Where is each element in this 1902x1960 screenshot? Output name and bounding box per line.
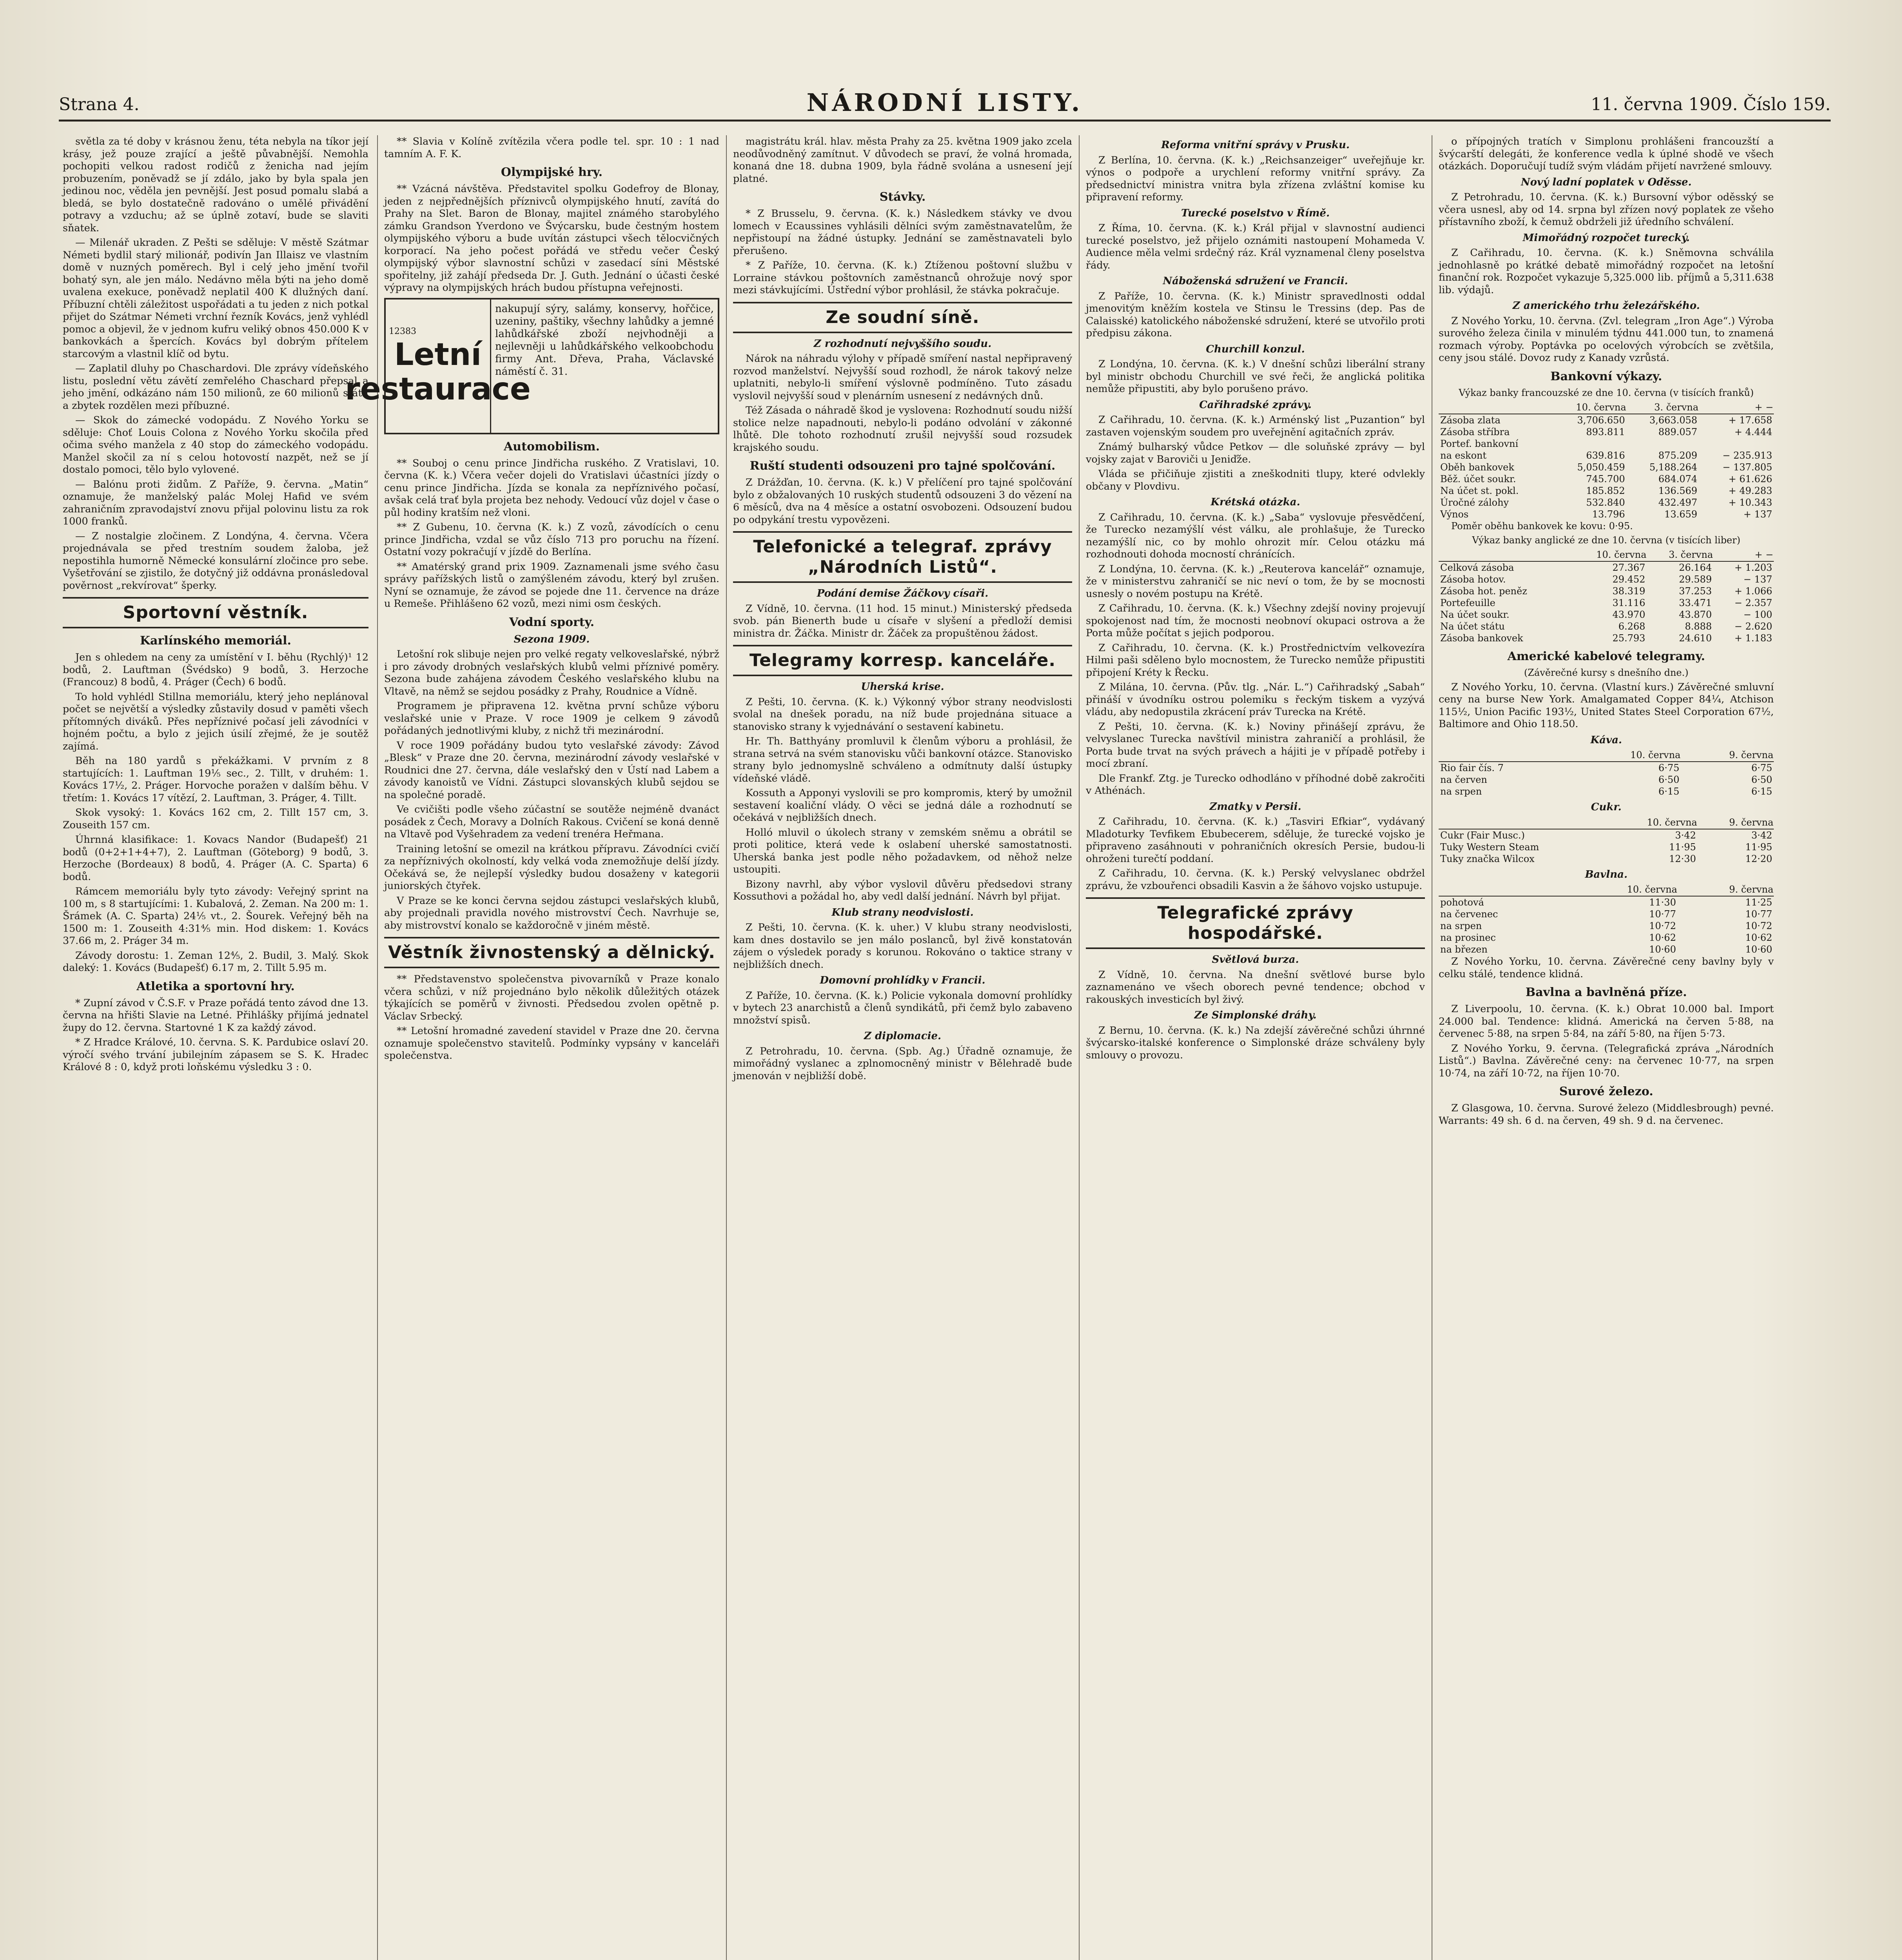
column-4	[1086, 135, 1425, 1960]
article-text: Z Nového Yorku, 10. června. (Zvl. telegram „Iron Age“.) Výroba surového železa činila v minulém týdnu 441.000 tun, to znamená rozmach výroby. Poptávka po ocelových výrobcích se zvětšila, ceny jsou stálé. Dovoz rudy z Kanady vzrůstá.	[1439, 314, 1774, 363]
table-cell: − 100	[1743, 609, 1772, 620]
table-cell: − 2.620	[1734, 621, 1772, 632]
column-rule	[1079, 135, 1080, 1960]
article-text: Z Nového Yorku, 10. června. Závěrečné ceny bavlny byly v celku stálé, tendence klidná.	[1439, 955, 1774, 980]
ad-text: nakupují sýry, salámy, konservy, hořčice, uzeniny, paštiky, všechny lahůdky a jemné lahůdkářské zboží nejvhodněji a nejlevněji u lahůdkářského velkoobchodu firmy Ant. Dřeva, Praha, Václavské náměstí č. 31.	[495, 303, 714, 377]
table-row	[1439, 896, 1774, 908]
ad-number: 12383	[389, 326, 416, 336]
table-cell: Zásoba bankovek	[1440, 632, 1523, 644]
table-header-cell: 10. června	[1576, 749, 1681, 762]
article-text: světla za té doby v krásnou ženu, téta nebyla na tíkor její krásy, jež pouze zrající a ještě půvabnější. Nemohla pochopiti velkou radost rodičů z ženicha nad jejím probuzením, poněvadž se jí zdálo, jako by byla spala jen jedinou noc, věděla jen pevnější. Jest posud pomalu slabá a bledá, se bylo dostatečně radováno o umělé přivádění potravy a vzduchu; až se úplně zotaví, bude se slaviti sňatek.	[63, 135, 368, 234]
article-text: Dle Frankf. Ztg. je Turecko odhodláno v příhodné době zakročiti v Athénách.	[1086, 772, 1425, 796]
table-cell: na prosinec	[1440, 932, 1496, 943]
article-text: Z Berlína, 10. června. (K. k.) „Reichsanzeiger“ uveřejňuje kr. výnos o podpoře a urychlení reformy vnitřní správy. Za předsednictví ministra vnitra byla zřízena zvláštní komise ku připravení reformy.	[1086, 154, 1425, 203]
table-cell: 10·77	[1649, 909, 1676, 920]
article-text: Z Petrohradu, 10. června. (Spb. Ag.) Úřadně oznamuje, že mimořádný vyslanec a zplnomocněný ministr v Bělehradě bude jmenován v nejbližší době.	[733, 1045, 1072, 1082]
column-1	[63, 135, 368, 1960]
article-text: Z Liverpoolu, 10. června. (K. k.) Obrat 10.000 bal. Import 24.000 bal. Tendence: klidná. Americká na červen 5·88, na červenec 5·88, na srpen 5·84, na září 5·80, na říjen 5·73.	[1439, 1003, 1774, 1039]
table-cell: 3·42	[1751, 829, 1772, 841]
coffee-table	[1439, 749, 1774, 797]
table-row	[1439, 497, 1774, 508]
article-subheading: Domovní prohlídky v Francii.	[820, 975, 985, 986]
table-row	[1439, 609, 1774, 621]
table-cell: 3,706.650	[1577, 414, 1625, 426]
table-header-cell: 3. června	[1647, 548, 1713, 561]
table-cell: Celková zásoba	[1440, 562, 1514, 573]
article-text: Vláda se přičiňuje zjistiti a zneškodniti tlupy, které odvlekly občany v Plovdivu.	[1086, 468, 1425, 492]
table-cell	[1626, 438, 1699, 450]
article-text: Nárok na náhradu výlohy v případě smíření nastal nepřipravený rozvod manželství. Nejvyšší soud rozhodl, že nárok takový nelze uplatniti, nebylo-li smíření výslovně podmíněno. Tuto zásadu vyslovil nejvyšší soud v plenárním usnesení z nedávných dnů.	[733, 352, 1072, 401]
article-subheading: Káva.	[1590, 734, 1622, 746]
issue-date: 11. června 1909. Číslo 159.	[1591, 94, 1831, 114]
article-text: Z Pešti, 10. června. (K. k.) Noviny přinášejí zprávu, že velvyslanec Turecka navštívil ministra zahraničí a prohlásil, že Porta bude trvat na svých právech a hájiti je v případě potřeby i mocí zbraní.	[1086, 720, 1425, 769]
article-text: — Z nostalgie zločinem. Z Londýna, 4. června. Včera projednávala se před trestním soudem žaloba, jež nepostihla humorně Německé konsulární zločince pro sebe. Vyšetřování se zjistilo, že dotyčný již oddávna pronásledoval pověrnost „rekvírovat“ šperky.	[63, 530, 368, 591]
table-cell: + 1.066	[1734, 585, 1772, 597]
table-cell: Rio fair čís. 7	[1440, 762, 1504, 773]
table-row	[1439, 853, 1774, 865]
section-heading-telefon: Telefonické a telegraf. zprávy „Národních Listů“.	[733, 531, 1072, 583]
article-text: — Milenář ukraden. Z Pešti se sděluje: V městě Szátmar Németi bydlil starý milionář, podivín Jan Illaisz ve vlastním domě v nuzných poměrech. Byl i celý jeho jmění tvořil bohatý syn, ale jen málo. Nedávno měla býti na jeho domě uvalena exekuce, poněvadž neplatil 400 K dlužných daní. Příbuzní chtěli záležitost uspořádati a tu jeden z nich potkal přijet do Szátmar Németi vrchní řezník Kovács, jenž vyhlédl pomoc a objevil, že v jednom kufru veliký obnos 450.000 K v bankovkách a špercích. Kovács byl dobrým přítelem starcovým a vlastnil klíč od bytu.	[63, 236, 368, 359]
newspaper-title: NÁRODNÍ LISTY.	[806, 88, 1083, 117]
article-text: V Praze se ke konci června sejdou zástupci veslařských klubů, aby projednali pravidla nového mistrovství Čech. Navrhuje se, aby mistrovství konalo se každoročně v jiném městě.	[384, 894, 719, 931]
article-text: Programem je připravena 12. května první schůze výboru veslařské unie v Praze. V roce 1909 je celkem 9 závodů pořádaných jednotlivými kluby, z nichž tři mezinárodní.	[384, 700, 719, 736]
bank-table-england	[1439, 548, 1774, 644]
table-row	[1439, 461, 1774, 473]
table-cell: Tuky značka Wilcox	[1440, 853, 1535, 864]
table-row	[1439, 908, 1774, 920]
table-cell: + 137	[1743, 508, 1772, 520]
article-subheading: Cukr.	[1591, 801, 1622, 813]
article-text: magistrátu král. hlav. města Prahy za 25. května 1909 jako zcela neodůvodněný zamítnut. V důvodech se praví, že volná hromada, konaná dne 18. dubna 1909, byla řádně svolána a usnesení její platné.	[733, 135, 1072, 184]
article-text: Bizony navrhl, aby výbor vyslovil důvěru předsedovi strany Kossuthovi a požádal ho, aby vedl další jednání. Návrh byl přijat.	[733, 878, 1072, 902]
table-cell	[1554, 438, 1627, 450]
article-text: Běh na 180 yardů s překážkami. V prvním z 8 startujících: 1. Lauftman 19¹⁄₅ sec., 2. Tillt, v druhém: 1. Kovács 17¹⁄₂, 2. Práger. Horvoche poražen v dalším běhu. V třetím: 1. Kovács 17 vítězí, 2. Lauftman, 3. Práger, 4. Tillt.	[63, 755, 368, 804]
article-heading: Stávky.	[879, 190, 926, 204]
section-heading-soud: Ze soudní síně.	[733, 302, 1072, 333]
table-cell: 13.796	[1592, 508, 1625, 520]
column-3	[733, 135, 1072, 1960]
sugar-table	[1439, 816, 1774, 865]
article-text: Jen s ohledem na ceny za umístění v I. běhu (Rychlý)¹ 12 bodů, 2. Lauftman (Švédsko) 9 bodů, 3. Herzoche (Francouz) 8 bodů, 4. Práger (Čech) 6 bodů.	[63, 651, 368, 688]
table-cell: 29.589	[1679, 573, 1712, 585]
table-cell: 3·42	[1675, 829, 1696, 841]
column-2	[345, 135, 719, 1960]
article-heading: Olympijské hry.	[501, 165, 603, 179]
article-text: Z Cařihradu, 10. června. (K. k.) „Saba“ vyslovuje přesvědčení, že Turecko nezamýšlí vést válku, ale prohlašuje, že Turecko nezamýšlí nic, co by mohlo ohrozit mír. Celou otázku má rozhodnouti dohoda mocností chránících.	[1086, 511, 1425, 560]
table-row	[1439, 932, 1774, 944]
table-cell: 38.319	[1612, 585, 1646, 597]
article-text: * Z Hradce Králové, 10. června. S. K. Pardubice oslaví 20. výročí svého trvání jubilejním zápasem se S. K. Hradec Králové 8 : 0, když proti loňskému výsledku 3 : 0.	[63, 1036, 368, 1073]
table-cell: 31.116	[1612, 597, 1646, 608]
article-subheading: Turecké poselstvo v Římě.	[1181, 207, 1330, 219]
table-cell: 11·95	[1669, 841, 1696, 853]
article-text: Z Cařihradu, 10. června. (K. k.) Arménský list „Puzantion“ byl zastaven vojenským soudem pro uveřejnění agitačních zpráv.	[1086, 414, 1425, 438]
article-subheading: Z diplomacie.	[864, 1030, 942, 1042]
table-header-cell: 10. června	[1554, 401, 1627, 414]
article-text: ** Představenstvo společenstva pivovarníků v Praze konalo včera schůzi, v níž projednáno bylo několik důležitých otázek týkajících se poměrů v živnosti. Předsedou zvolen opětně p. Václav Srbecký.	[384, 973, 719, 1022]
bank-table-france	[1439, 401, 1774, 520]
table-cell: 11·30	[1649, 897, 1676, 908]
section-heading-sport: Sportovní věstník.	[63, 597, 368, 628]
article-text: Z Nového Yorku, 10. června. (Vlastní kurs.) Závěrečné smluvní ceny na burse New York. Amalgamated Copper 84¹⁄₄, Atchison 115¹⁄₂, Union Pacific 193¹⁄₂, United States Steel Corporation 67¹⁄₂, Baltimore and Ohio 118.50.	[1439, 681, 1774, 730]
article-text: * Z Brusselu, 9. června. (K. k.) Následkem stávky ve dvou lomech v Ecaussines vyhlásili dělníci svým zaměstnavatelům, že nepřistoupí na žádné ústupky. Jednání se zaměstnavateli bylo přerušeno.	[733, 207, 1072, 256]
table-header-row	[1439, 548, 1774, 561]
table-cell: na červenec	[1440, 909, 1498, 920]
article-text: ** Letošní hromadné zavedení stavidel v Praze dne 20. června oznamuje společenstvo stavitelů. Podmínky vypsány v kanceláři společenstva.	[384, 1025, 719, 1061]
table-cell: 8.888	[1685, 621, 1712, 632]
article-text: ** Slavia v Kolíně zvítězila včera podle tel. spr. 10 : 1 nad tamním A. F. K.	[384, 135, 719, 160]
article-subheading: Z rozhodnutí nejvyššího soudu.	[813, 338, 992, 350]
article-text: ** Amatérský grand prix 1909. Zaznamenali jsme svého času správy pařížských listů o zamýšleném závodu, který byl zrušen. Nyní se oznamuje, že závod se pojede dne 11. července na dráze u Remeše. Přihlášeno 62 vozů, mezi nimi osm českých.	[384, 560, 719, 609]
table-row	[1439, 829, 1774, 841]
table-row	[1439, 786, 1774, 797]
table-row	[1439, 597, 1774, 609]
table-cell: 24.610	[1679, 632, 1712, 644]
article-text: Z Milána, 10. června. (Pův. tlg. „Nár. L.“) Cařihradský „Sabah“ přináší v úvodníku ostrou polemiku s řeckým tiskem a vyzývá vládu, aby nedopustila zkrácení práv Turecka na Krétě.	[1086, 681, 1425, 717]
article-text: Z Petrohradu, 10. června. (K. k.) Bursovní výbor oděsský se včera usnesl, aby od 14. srpna byl zřízen nový poplatek ze všeho přístavního zboží, k čemuž obdrželi již úředního schválení.	[1439, 191, 1774, 227]
table-cell: 185.852	[1586, 485, 1625, 496]
table-cell: 432.497	[1658, 497, 1697, 508]
table-cell: 10·60	[1745, 944, 1772, 955]
table-cell: 889.057	[1658, 426, 1697, 437]
table-cell: Zásoba hotov.	[1440, 573, 1506, 585]
article-text: Rámcem memoriálu byly tyto závody: Veřejný sprint na 100 m, s 8 startujícími: 1. Kubalová, 2. Zeman. Na 200 m: 1. Šrámek (A. C. Sparta) 24¹⁄₅ vt., 2. Šourek. Veřejný běh na 1500 m: 1. Zouseith 4:31⁴⁄₅ min. Hod diskem: 1. Kovács 37.66 m, 2. Práger 34 m.	[63, 885, 368, 946]
article-text: * Zupní závod v Č.S.F. v Praze pořádá tento závod dne 13. června na hřišti Slavie na Letné. Přihlášky přijímá jednatel župy do 12. června. Startovné 1 K za každý závod.	[63, 996, 368, 1033]
column-rule	[726, 135, 727, 1960]
article-text: Z Cařihradu, 10. června. (K. k.) „Tasviri Efkiar“, vydávaný Mladoturky Tevfikem Ebubecerem, sděluje, že turecké vojsko je připraveno zasáhnouti v pohraničních okresích Persie, budou-li ohroženi turečtí poddaní.	[1086, 815, 1425, 864]
table-cell: 10·62	[1745, 932, 1772, 943]
table-row	[1439, 438, 1774, 450]
table-header-cell: 10. června	[1572, 548, 1647, 561]
table-header-cell: 3. června	[1626, 401, 1699, 414]
table-cell: Oběh bankovek	[1440, 461, 1514, 473]
article-heading: Vodní sporty.	[509, 615, 595, 629]
article-subheading: Náboženská sdružení ve Francii.	[1163, 275, 1348, 287]
table-header-cell: + −	[1699, 401, 1774, 414]
table-cell: 10·62	[1649, 932, 1676, 943]
table-cell: Úročné zálohy	[1440, 497, 1509, 508]
table-header-row	[1439, 401, 1774, 414]
table-cell: Cukr (Fair Musc.)	[1440, 829, 1525, 841]
table-cell: Zásoba stříbra	[1440, 426, 1510, 437]
article-subheading: Mimořádný rozpočet turecký.	[1523, 232, 1690, 244]
article-subheading: Ze Simplonské dráhy.	[1194, 1009, 1317, 1021]
article-text: Z Nového Yorku, 9. června. (Telegrafická zpráva „Národních Listů“.) Bavlna. Závěrečné ceny: na červenec 10·77, na srpen 10·74, na září 10·72, na říjen 10·70.	[1439, 1042, 1774, 1079]
table-cell: 13.659	[1664, 508, 1697, 520]
article-text: ** Z Gubenu, 10. června (K. k.) Z vozů, závodících o cenu prince Jindřicha, vzdal se vůz číslo 713 pro poruchu na řízení. Ostatní vozy pokračují v jízdě do Berlína.	[384, 521, 719, 557]
ad-title: Letní restaurace	[345, 337, 531, 407]
article-subheading: Světlová burza.	[1212, 954, 1299, 965]
article-text: Z Paříže, 10. června. (K. k.) Policie vykonala domovní prohlídky v bytech 23 anarchistů a členů syndikátů, při čemž bylo zabaveno množství spisů.	[733, 989, 1072, 1026]
table-cell: 6.268	[1618, 621, 1646, 632]
table-row	[1439, 561, 1774, 573]
table-cell: Zásoba zlata	[1440, 414, 1501, 426]
table-cell: 6·75	[1658, 762, 1680, 773]
article-text: Z Bernu, 10. června. (K. k.) Na zdejší závěrečné schůzi úhrnné švýcarsko-italské konference o Simplonské dráze schváleny byly smlouvy o provozu.	[1086, 1024, 1425, 1061]
article-text: Z Cařihradu, 10. června. (K. k.) Perský velvyslanec obdržel zprávu, že vzbouřenci obsadili Kasvin a že šáhovo vojsko ustupuje.	[1086, 867, 1425, 891]
article-heading: Atletika a sportovní hry.	[136, 979, 295, 993]
table-cell: 684.074	[1658, 473, 1697, 485]
table-cell: na březen	[1440, 944, 1488, 955]
article-text: Training letošní se omezil na krátkou přípravu. Závodníci cvičí za nepříznivých okolností, kdy velká voda znemožňuje delší jízdy. Očekává se, že nejlepší výsledky budou dosaženy v kategorii juniorských čtyřek.	[384, 842, 719, 891]
article-heading: Automobilism.	[504, 439, 600, 454]
table-row	[1439, 944, 1774, 955]
article-text: Z Vídně, 10. června. Na dnešní světlové burse bylo zaznamenáno ve všech oborech pevné tendence; obchod v rakouských investicích byl živý.	[1086, 968, 1425, 1005]
table-note: Poměr oběhu bankovek ke kovu: 0·95.	[1451, 520, 1633, 532]
table-cell: 6·75	[1751, 762, 1772, 773]
table-cell: Na účet soukr.	[1440, 609, 1510, 620]
article-subheading: Cařihradské zprávy.	[1199, 399, 1312, 411]
table-cell: 6·50	[1751, 774, 1772, 785]
column-rule	[377, 135, 378, 1960]
table-cell: 10·77	[1745, 909, 1772, 920]
table-row	[1439, 621, 1774, 632]
table-cell: 33.471	[1679, 597, 1712, 608]
article-text: o přípojných tratích v Simplonu prohlášeni francouzští a švýcarští delegáti, že konference vedla k úplné shodě ve všech otázkách. Doporučují tudíž svým vládám přijetí navržené smlouvy.	[1439, 135, 1774, 172]
table-cell: + 4.444	[1734, 426, 1772, 437]
table-cell: Výnos	[1440, 508, 1469, 520]
table-cell: pohotová	[1440, 897, 1484, 908]
table-header-row	[1439, 816, 1774, 829]
table-cell: 532.840	[1586, 497, 1625, 508]
table-cell: − 137.805	[1722, 461, 1772, 473]
table-row	[1439, 450, 1774, 461]
table-cell: 10·60	[1649, 944, 1676, 955]
article-text: Z Paříže, 10. června. (K. k.) Ministr spravedlnosti oddal jmenovitým kněžím kostela ve Stinsu le Tressins (dep. Pas de Calaisské) katolického náboženské sdružení, které se utvořilo proti předpisu zákona.	[1086, 290, 1425, 339]
table-cell: 11·95	[1745, 841, 1772, 853]
table-header-cell	[1439, 548, 1572, 561]
table-cell: + 1.203	[1734, 562, 1772, 573]
article-text: Z Glasgowa, 10. června. Surové železo (Middlesbrough) pevné. Warrants: 49 sh. 6 d. na červen, 49 sh. 9 d. na červenec.	[1439, 1102, 1774, 1126]
table-header-cell: 10. června	[1569, 883, 1678, 896]
table-cell: 27.367	[1612, 562, 1646, 573]
table-cell: 37.253	[1679, 585, 1712, 597]
article-heading: Bavlna a bavlněná příze.	[1525, 985, 1687, 999]
article-subheading: Nový ladní poplatek v Oděsse.	[1521, 176, 1692, 188]
table-row	[1439, 473, 1774, 485]
table-cell: 5,188.264	[1649, 461, 1697, 473]
table-cell	[1699, 438, 1774, 450]
table-header-cell: 9. června	[1681, 749, 1774, 762]
article-heading: Surové železo.	[1559, 1085, 1653, 1098]
table-cell: − 137	[1743, 573, 1772, 585]
article-text: Též Zásada o náhradě škod je vyslovena: Rozhodnutí soudu nižší stolice nelze napadnouti, nebylo-li podáno odvolání v zákonné lhůtě. Dle tohoto rozhodnutí zrušil nejvyšší soud rozsudek krajského soudu.	[733, 404, 1072, 453]
table-row	[1439, 508, 1774, 520]
table-header-row	[1439, 883, 1774, 896]
table-cell: + 10.343	[1728, 497, 1772, 508]
section-heading-korresp: Telegramy korresp. kanceláře.	[733, 645, 1072, 676]
article-text: Z Drážďan, 10. června. (K. k.) V přelíčení pro tajné spolčování bylo z obžalovaných 10 ruských studentů odsouzeni 3 do vězení na 6 měsíců, dva na 4 měsíce a ostatní osvobozeni. Odsouzení budou po odpykání trestu vypovězeni.	[733, 476, 1072, 525]
article-text: Z Cařihradu, 10. června. (K. k.) Prostřednictvím velkovezíra Hilmi paši sděleno bylo mocnostem, že Turecko nemůže připustiti připojení Kréty k Řecku.	[1086, 641, 1425, 678]
article-text: Z Londýna, 10. června. (K. k.) „Reuterova kancelář“ oznamuje, že v ministerstvu zahraničí se nic neví o tom, že by se mocnosti usnesly o novém postupu na Krétě.	[1086, 563, 1425, 599]
article-heading: Ruští studenti odsouzeni pro tajné spolčování.	[750, 459, 1056, 473]
table-row	[1439, 920, 1774, 932]
article-text: To hold vyhlédl Stillna memoriálu, který jeho neplánoval počet se největší a výsledky zůstavily dosud v paměti všech přítomných diváků. Přes nepříznivé počasí jeli závodníci v hojném počtu, a bylo z jejich úsilí zřejmé, že je soutěž zajímá.	[63, 690, 368, 752]
table-cell: 6·50	[1658, 774, 1680, 785]
table-cell: 10·72	[1649, 920, 1676, 931]
table-cell: Portefeuille	[1440, 597, 1495, 608]
cotton-table	[1439, 883, 1774, 955]
table-cell: 43.970	[1612, 609, 1646, 620]
article-text: Hr. Th. Batthyány promluvil k členům výboru a prohlásil, že strana setrvá na svém stanovisku vůči bankovní otázce. Stanovisko strany bylo jednomyslně schváleno a odmítnuty další ústupky vídeňské vládě.	[733, 735, 1072, 784]
table-cell: 10·72	[1745, 920, 1772, 931]
table-cell: 26.164	[1679, 562, 1712, 573]
table-header-cell: + −	[1713, 548, 1774, 561]
article-text: ** Vzácná návštěva. Představitel spolku Godefroy de Blonay, jeden z nejpřednějších příznivců olympijského hnutí, zavítá do Prahy na Slet. Baron de Blonay, majitel známého starobylého zámku Grandson Yverdono ve Švýcarsku, bude čestným hostem olympijského výboru a bude uvítán zástupci všech tělocvičných korporací. Na jeho počest pořádá ve středu večer Český olympijský výbor slavnostní schůzi v zasedací síni Městské spořitelny, již zahájí předseda Dr. J. Guth. Jednání o účasti české výpravy na olympijských hrách budou přístupna veřejnosti.	[384, 183, 719, 293]
table-header-cell	[1439, 401, 1554, 414]
article-text: — Zaplatil dluhy po Chaschardovi. Dle zprávy vídeňského listu, poslední větu závětí zemřelého Chaschard přepsal a jeho jmění, odkázáno nám 150 milionů, ze 60 milionů státu a zbytek rozdělen mezi příbuzné.	[63, 362, 368, 411]
table-header-cell: 10. června	[1611, 816, 1697, 829]
article-subheading: (Závěrečné kursy s dnešního dne.)	[1524, 667, 1689, 678]
table-cell: Tuky Western Steam	[1440, 841, 1539, 853]
article-text: Z Vídně, 10. června. (11 hod. 15 minut.) Ministerský předseda svob. pán Bienerth bude u císaře v slyšení a předloží demisi ministra dr. Žáčka. Ministr dr. Žáček za propuštěnou žádost.	[733, 602, 1072, 639]
article-text: Skok vysoký: 1. Kovács 162 cm, 2. Tillt 157 cm, 3. Zouseith 157 cm.	[63, 806, 368, 831]
table-cell: Zásoba hot. peněz	[1440, 585, 1527, 597]
masthead	[59, 84, 1831, 122]
table-cell: na srpen	[1440, 786, 1482, 797]
table-cell: 12·30	[1669, 853, 1696, 864]
table-row	[1439, 762, 1774, 774]
table-cell: + 17.658	[1728, 414, 1772, 426]
table-cell: 25.793	[1612, 632, 1646, 644]
column-5	[1439, 135, 1774, 1960]
article-text: — Skok do zámecké vodopádu. Z Nového Yorku se sděluje: Choť Louis Colona z Nového Yorku skočila před očima svého manžela z 40 stop do zámeckého vodopádu. Manžel skočil za ní s celou hotovostí nazpět, než se jí dostalo pomoci, tělo bylo vylovené.	[63, 414, 368, 475]
article-text: — Balónu proti židům. Z Paříže, 9. června. „Matin“ oznamuje, že manželský palác Molej Hafid ve svém zahraničním zpravodajství znovu přijal polovinu listu za rok 1000 franků.	[63, 478, 368, 527]
table-header-cell	[1439, 883, 1569, 896]
article-text: Holló mluvil o úkolech strany v zemském sněmu a obrátil se proti politice, která vede k oslabení uherské samostatnosti. Uherská banka jest podle něho požadavkem, od něhož nelze ustoupiti.	[733, 826, 1072, 875]
article-text: V roce 1909 pořádány budou tyto veslařské závody: Závod „Blesk“ v Praze dne 20. června, mezinárodní závody veslařské v Roudnici dne 27. června, dále veslařský den v Ústí nad Labem a závody kanoistů ve Vídni. Zástupci slovanských klubů sejdou se na společné poradě.	[384, 739, 719, 800]
article-subheading: Uherská krise.	[861, 681, 944, 693]
table-cell: 29.452	[1612, 573, 1646, 585]
article-subheading: Bavlna.	[1585, 868, 1628, 880]
table-cell: 6·15	[1658, 786, 1680, 797]
table-cell: 5,050.459	[1577, 461, 1625, 473]
article-text: Z Říma, 10. června. (K. k.) Král přijal v slavnostní audienci turecké poselstvo, jež přijelo oznámiti nastoupení Mohameda V. Audience měla velmi srdečný ráz. Král vyznamenal členy poselstva řády.	[1086, 222, 1425, 271]
article-text: Letošní rok slibuje nejen pro velké regaty velkoveslařské, nýbrž i pro závody drobných veslařských klubů velmi příznivé poměry. Sezona bude zahájena závodem Českého veslařského klubu na Vltavě, na němž se sejdou posádky z Prahy, Roudnice a Vídně.	[384, 648, 719, 697]
table-cell: − 235.913	[1722, 450, 1772, 461]
section-heading-hospodarske: Telegrafické zprávy hospodářské.	[1086, 897, 1425, 949]
table-cell: 3,663.058	[1649, 414, 1697, 426]
article-text: Závody dorostu: 1. Zeman 12⁴⁄₅, 2. Budil, 3. Malý. Skok daleký: 1. Kovács (Budapešť) 6.17 m, 2. Tillt 5.95 m.	[63, 949, 368, 973]
table-cell: Na účet státu	[1440, 621, 1505, 632]
table-cell: 6·15	[1751, 786, 1772, 797]
article-subheading: Klub strany neodvislosti.	[831, 906, 974, 918]
table-cell: na srpen	[1440, 920, 1482, 931]
article-text: Ve cvičišti podle všeho zúčastní se soutěže nejméně dvanáct posádek z Čech, Moravy a Dolních Rakous. Cvičení se koná denně na Vltavě pod Vyšehradem za vedení trenéra Heřmana.	[384, 803, 719, 840]
table-cell: 11·25	[1745, 897, 1772, 908]
article-subheading: Krétská otázka.	[1211, 496, 1300, 508]
table-header-cell	[1439, 749, 1576, 762]
ad-title-box	[345, 299, 531, 433]
table-header-cell: 9. června	[1698, 816, 1774, 829]
table-cell: + 1.183	[1734, 632, 1772, 644]
table-cell: Portef. bankovní	[1440, 438, 1519, 449]
article-text: Z Cařihradu, 10. června. (K. k.) Všechny zdejší noviny projevují spokojenost nad tím, že mocnosti neobnoví okupaci ostrova a že Porta může počítat s jejich podporou.	[1086, 602, 1425, 639]
table-row	[1439, 632, 1774, 644]
table-cell: − 2.357	[1734, 597, 1772, 608]
table-cell: Na účet st. pokl.	[1440, 485, 1519, 496]
table-row	[1439, 585, 1774, 597]
table-cell: 639.816	[1586, 450, 1625, 461]
article-subheading: Reforma vnitřní správy v Prusku.	[1161, 139, 1350, 151]
table-cell: + 49.283	[1728, 485, 1772, 496]
article-subheading: Zmatky v Persii.	[1209, 800, 1301, 813]
article-text: * Z Paříže, 10. června. (K. k.) Ztíženou poštovní službu v Lorraine stávkou poštovních zaměstnanců ohrožuje nový spor mezi stávkujícími. Ústřední výbor prohlásil, že stávka pokračuje.	[733, 259, 1072, 296]
article-text: Z Pešti, 10. června. (K. k. uher.) V klubu strany neodvislosti, kam dnes dostavilo se jen málo poslanců, byl živě konstatován zájem o výsledek porady s korunou. Rokováno o taktice strany v nejbližších dnech.	[733, 921, 1072, 970]
article-text: Známý bulharský vůdce Petkov — dle soluňské zprávy — byl vojsky zajat v Baroviči u Jeniďže.	[1086, 441, 1425, 465]
article-text: Z Cařihradu, 10. června. (K. k.) Sněmovna schválila jednohlasně po krátké debatě mimořádný rozpočet na letošní finanční rok. Rozpočet vykazuje 5,325.000 lib. příjmů a 5,311.638 lib. výdajů.	[1439, 247, 1774, 296]
section-heading-vestnik: Věstník živnostenský a dělnický.	[384, 937, 719, 968]
table-title: Výkaz banky francouzské ze dne 10. června (v tisících franků)	[1459, 387, 1754, 398]
table-cell: na červen	[1440, 774, 1487, 785]
table-title: Výkaz banky anglické ze dne 10. června (v tisících liber)	[1472, 534, 1740, 546]
table-cell: 893.811	[1586, 426, 1625, 437]
table-row	[1439, 573, 1774, 585]
article-text: Kossuth a Apponyi vyslovili se pro kompromis, který by umožnil sestavení koaliční vlády. O věci se jedná dále a rozhodnutí se očekává v nejbližších dnech.	[733, 787, 1072, 823]
table-row	[1439, 774, 1774, 786]
article-subheading: Churchill konzul.	[1206, 343, 1305, 355]
table-cell: 136.569	[1658, 485, 1697, 496]
table-cell: 875.209	[1658, 450, 1697, 461]
article-subheading: Podání demise Žáčkovy císaři.	[817, 588, 989, 599]
table-row	[1439, 426, 1774, 438]
article-subheading: Sezona 1909.	[514, 633, 590, 645]
advertisement	[345, 298, 719, 434]
table-cell: na eskont	[1440, 450, 1487, 461]
table-header-cell: 9. června	[1678, 883, 1774, 896]
table-row	[1439, 485, 1774, 497]
table-cell: 12·20	[1745, 853, 1772, 864]
article-heading: Americké kabelové telegramy.	[1507, 649, 1705, 663]
table-cell: 745.700	[1586, 473, 1625, 485]
article-heading: Bankovní výkazy.	[1550, 369, 1662, 383]
table-row	[1439, 841, 1774, 853]
table-row	[1439, 414, 1774, 426]
page-number: Strana 4.	[59, 94, 140, 114]
table-cell: 43.870	[1679, 609, 1712, 620]
table-cell: Běž. účet soukr.	[1440, 473, 1516, 485]
article-text: Z Londýna, 10. června. (K. k.) V dnešní schůzi liberální strany byl ministr obchodu Churchill ve své řeči, že anglická politika nemůže připustiti, aby bylo porušeno právo.	[1086, 358, 1425, 394]
article-subheading: Z amerického trhu železářského.	[1512, 300, 1700, 312]
table-header-cell	[1439, 816, 1611, 829]
table-cell: + 61.626	[1728, 473, 1772, 485]
article-text: ** Souboj o cenu prince Jindřicha ruského. Z Vratislavi, 10. června (K. k.) Včera večer dojeli do Vratislavi účastníci jízdy o cenu prince Jindřicha. Jízda se konala za nepříznivého počasí, avšak celá trať byla projeta bez nehody. Vedoucí vůz dojel v čase o půl hodiny kratším než vloni.	[384, 457, 719, 518]
article-text: Z Pešti, 10. června. (K. k.) Výkonný výbor strany neodvislosti svolal na dnešek poradu, na níž bude projednána situace a stanovisko strany k vyjednávání o sestavení kabinetu.	[733, 695, 1072, 732]
table-header-row	[1439, 749, 1774, 762]
article-text: Úhrnná klasifikace: 1. Kovacs Nandor (Budapešť) 21 bodů (0+2+1+4+7), 2. Lauftman (Göteborg) 9 bodů, 3. Herzoche (Bordeaux) 8 bodů, 4. Práger (A. C. Sparta) 6 bodů.	[63, 833, 368, 882]
article-heading: Karlínského memoriál.	[140, 634, 291, 648]
